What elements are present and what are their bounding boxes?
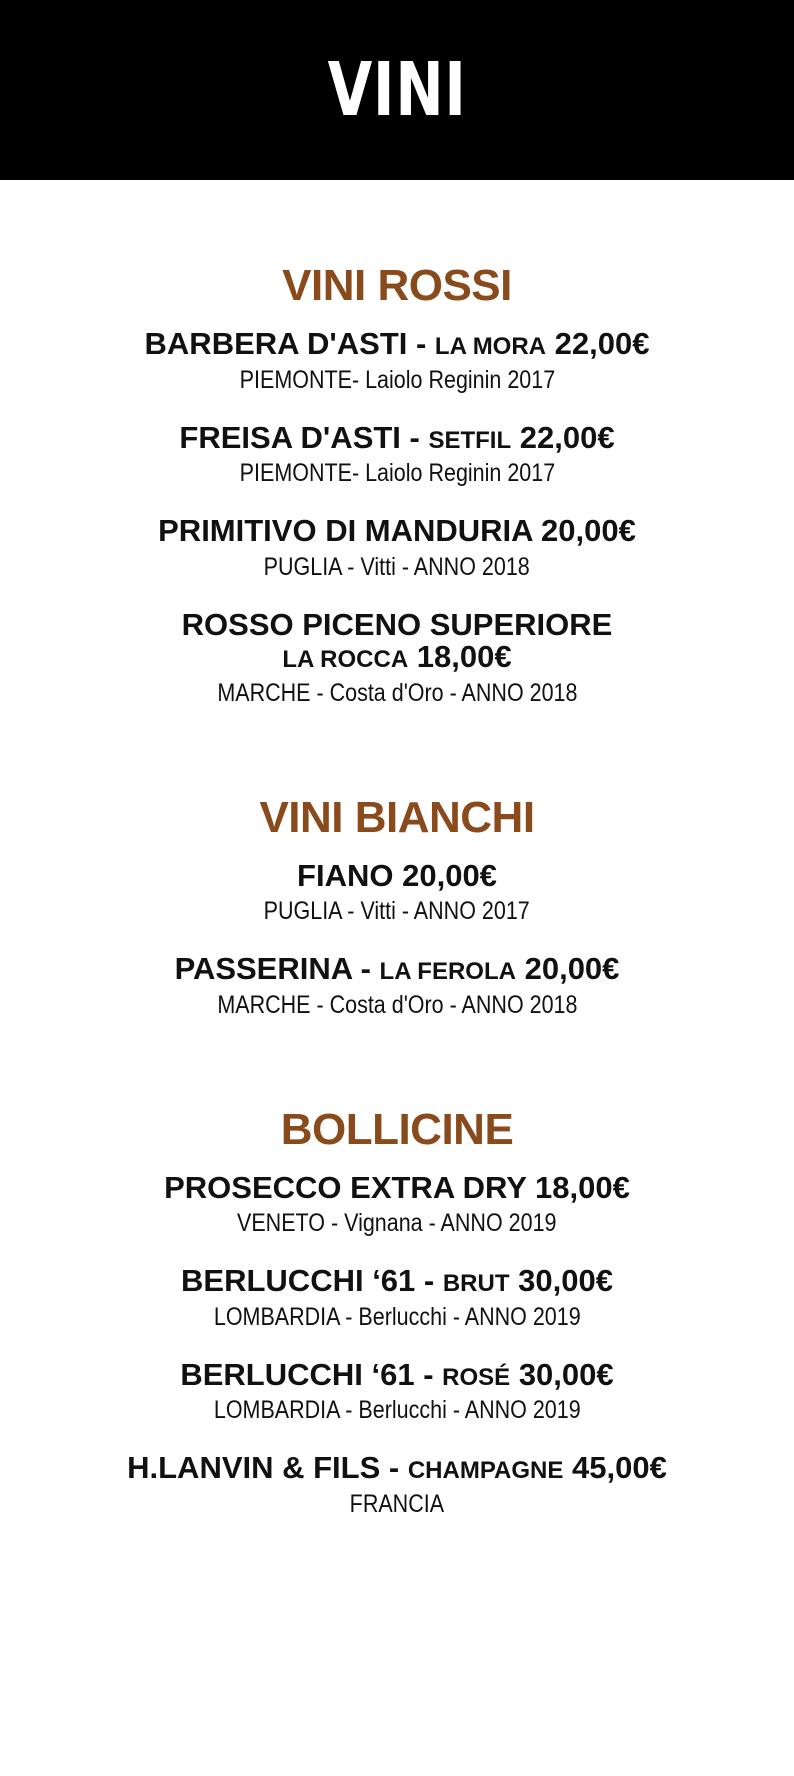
wine-name-text: BARBERA D'ASTI -	[144, 326, 435, 361]
wine-item	[0, 1169, 794, 1239]
wine-price: 20,00€	[402, 857, 497, 893]
wine-detail: MARCHE - Costa d'Oro - ANNO 2018	[216, 678, 578, 707]
wine-name-text: BERLUCCHI ‘61 -	[181, 1263, 443, 1299]
wine-name	[0, 419, 794, 455]
wine-price: 22,00€	[554, 326, 650, 361]
wine-name	[0, 857, 794, 893]
wine-price: 20,00€	[524, 951, 620, 987]
section-bollicine	[0, 1104, 794, 1519]
wine-producer: SETFIL	[428, 426, 512, 454]
section-vini-rossi	[0, 261, 794, 708]
wine-detail: LOMBARDIA - Berlucchi - ANNO 2019	[213, 1302, 581, 1331]
wine-name	[0, 1169, 794, 1205]
wine-name-text: PROSECCO EXTRA DRY	[164, 1169, 527, 1205]
wine-detail: PIEMONTE- Laiolo Reginin 2017	[239, 365, 555, 394]
wine-price: 18,00€	[535, 1169, 630, 1205]
wine-producer: CHAMPAGNE	[407, 1457, 564, 1485]
wine-item	[0, 953, 794, 1020]
section-title: VINI ROSSI	[282, 261, 512, 310]
wine-price: 22,00€	[519, 419, 615, 455]
wine-name	[0, 953, 794, 986]
wine-producer: ROSÉ	[442, 1363, 511, 1391]
wine-producer: LA MORA	[434, 333, 547, 360]
wine-detail: FRANCIA	[349, 1490, 445, 1519]
wine-detail: VENETO - Vignana - ANNO 2019	[237, 1209, 557, 1238]
wine-price: 30,00€	[518, 1356, 614, 1392]
wine-name	[0, 328, 794, 361]
wine-name-text: FREISA D'ASTI -	[179, 419, 429, 455]
wine-detail: PIEMONTE- Laiolo Reginin 2017	[239, 459, 555, 488]
section-title: VINI BIANCHI	[259, 792, 535, 842]
page-header	[0, 0, 794, 180]
wine-name-text: BERLUCCHI ‘61 -	[180, 1356, 443, 1392]
page-title: VINI	[327, 47, 467, 133]
wine-name	[0, 1265, 794, 1298]
wine-item	[0, 515, 794, 582]
wine-name-text: H.LANVIN & FILS -	[127, 1450, 408, 1486]
wine-price: 45,00€	[572, 1450, 667, 1486]
wine-price: 18,00€	[416, 639, 512, 675]
wine-price: 20,00€	[541, 513, 636, 549]
wine-detail: LOMBARDIA - Berlucchi - ANNO 2019	[213, 1396, 581, 1425]
wine-name	[0, 515, 794, 548]
wine-item	[0, 1452, 794, 1519]
wine-detail: PUGLIA - Vitti - ANNO 2017	[263, 897, 531, 926]
section-title: BOLLICINE	[280, 1104, 514, 1154]
wine-item	[0, 1356, 794, 1426]
wine-name-text: FIANO	[297, 857, 394, 893]
wine-name	[0, 1356, 794, 1392]
section-vini-bianchi	[0, 792, 794, 1020]
wine-name-text: ROSSO PICENO SUPERIORE	[181, 606, 613, 642]
wine-name	[0, 641, 794, 674]
wine-menu	[0, 180, 794, 1546]
wine-detail: PUGLIA - Vitti - ANNO 2018	[263, 552, 531, 581]
wine-price: 30,00€	[518, 1263, 613, 1299]
wine-name-text: PRIMITIVO DI MANDURIA	[158, 513, 533, 549]
wine-item	[0, 1265, 794, 1332]
wine-item	[0, 328, 794, 395]
wine-detail: MARCHE - Costa d'Oro - ANNO 2018	[216, 990, 578, 1019]
wine-producer: LA FEROLA	[379, 958, 516, 986]
wine-name	[0, 1452, 794, 1485]
wine-item	[0, 606, 794, 708]
wine-producer: LA ROCCA	[282, 646, 409, 674]
wine-item	[0, 857, 794, 927]
wine-item	[0, 419, 794, 489]
wine-producer: BRUT	[442, 1270, 510, 1298]
wine-name-text: PASSERINA -	[174, 951, 380, 987]
